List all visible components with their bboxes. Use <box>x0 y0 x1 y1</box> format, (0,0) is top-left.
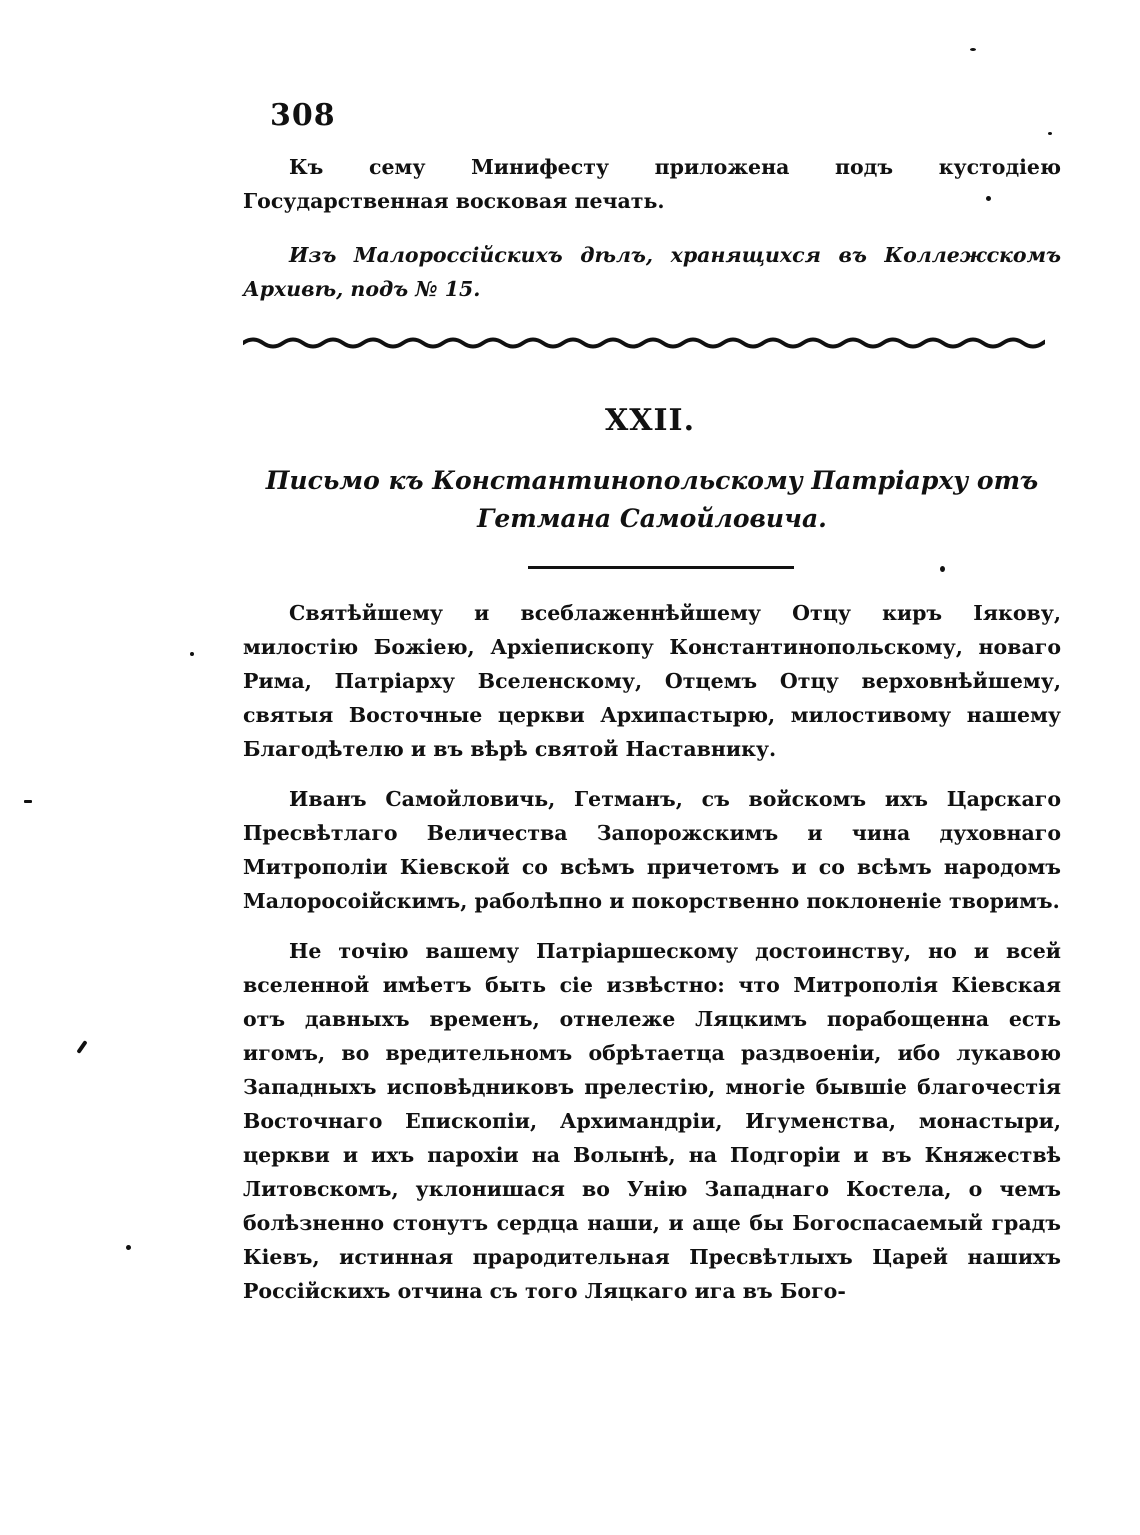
page-number: 308 <box>270 98 336 133</box>
section-number: XXII. <box>604 403 696 438</box>
title-underline-rule <box>528 566 794 569</box>
letter-title: Письмо къ Константинопольскому Патріарху отъ Гетмана Самойловича. <box>265 466 1039 533</box>
seal-note: Къ сему Минифесту приложена подъ кустодіею Государственная восковая печать. <box>243 155 1061 213</box>
scan-speck <box>1048 132 1052 135</box>
letter-address-paragraph: Святѣйшему и всеблаженнѣйшему Отцу киръ Іякову, милостію Божіею, Архіепископу Константинопольскому, новаго Рима, Патріарху Вселенскому, Отцемъ Отцу верховнѣйшему, святыя Восточные церкви Архипастырю, милостивому нашему Благодѣтелю и въ вѣрѣ святой Наставнику. <box>243 601 1061 761</box>
scan-speck <box>190 652 194 656</box>
scan-speck <box>940 566 945 572</box>
scan-speck <box>24 800 32 803</box>
wavy-divider-ornament <box>243 330 1045 356</box>
scan-speck <box>986 196 991 201</box>
scan-speck <box>76 1040 87 1054</box>
archive-source-note: Изъ Малороссійскихъ дѣлъ, хранящихся въ Коллежскомъ Архивѣ, подъ № 15. <box>243 243 1061 301</box>
scan-speck <box>970 48 976 51</box>
letter-greeting-paragraph: Иванъ Самойловичь, Гетманъ, съ войскомъ ихъ Царскаго Пресвѣтлаго Величества Запорожскимъ и чина духовнаго Митрополіи Кіевской со всѣмъ причетомъ и со всѣмъ народомъ Малоросоійскимъ, раболѣпно и покорственно поклоненіе творимъ. <box>243 787 1061 913</box>
letter-body-paragraph: Не точію вашему Патріаршескому достоинству, но и всей вселенной имѣетъ быть сіе извѣстно: что Митрополія Кіевская отъ давныхъ временъ, отнележе Ляцкимъ порабощенна есть игомъ, во вредительномъ обрѣтаетца раздвоеніи, ибо лукавою Западныхъ исповѣдниковъ прелестію, многіе бывшіе благочестія Восточнаго Епископіи, Архимандріи, Игуменства, монастыри, церкви и ихъ парохіи на Волынѣ, на Подгоріи и въ Княжествѣ Литовскомъ, уклонишася во Унію Западнаго Костела, о чемъ болѣзненно стонутъ сердца наши, и аще бы Богоспасаемый градъ Кіевъ, истинная прародительная Пресвѣтлыхъ Царей нашихъ Россійскихъ отчина съ того Ляцкаго ига въ Бого- <box>243 939 1061 1303</box>
scan-speck <box>126 1245 131 1250</box>
